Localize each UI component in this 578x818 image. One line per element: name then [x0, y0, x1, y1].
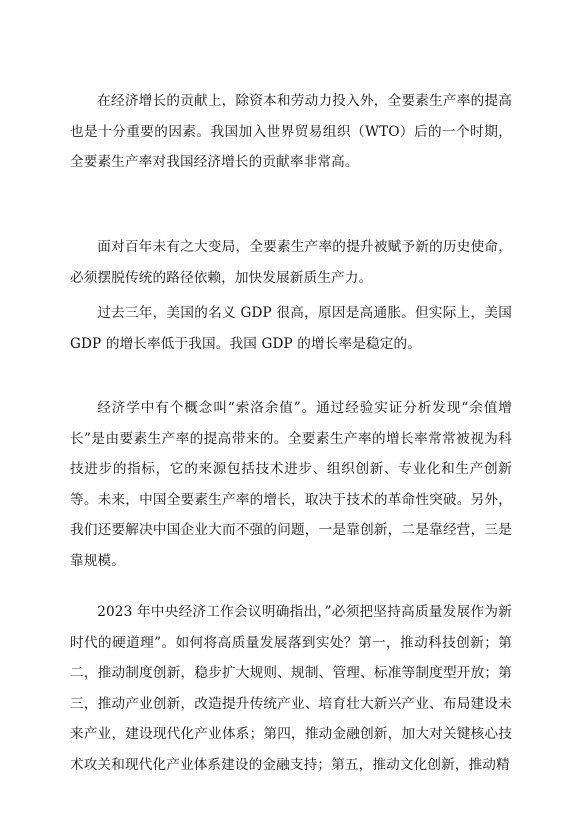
- paragraph-solow-residual: 经济学中有个概念叫“索洛余值”。通过经验实证分析发现“余值增长”是由要素生产率的提高带来的。全要素生产率的增长率常常被视为科技进步的指标，它的来源包括技术进步、组织创新、专业化和生产创新等。未来，中国全要素生产率的增长，取决于技术的革命性突破。另外，我们还要解决中国企业大而不强的问题，一是靠创新，二是靠经营，三是靠规模。: [70, 400, 512, 569]
- paragraph-historic-mission: 面对百年未有之大变局，全要素生产率的提升被赋予新的历史使命，必须摆脱传统的路径依赖，加快发展新质生产力。: [70, 239, 512, 286]
- paragraph-high-quality-development: 2023 年中央经济工作会议明确指出，”必须把坚持高质量发展作为新时代的硬道理”。如何将高质量发展落到实处？第一，推动科技创新；第二，推动制度创新，稳步扩大规则、规制、管理、标准等制度型开放；第三，推动产业创新，改造提升传统产业、培育壮大新兴产业、布局建设未来产业，建设现代化产业体系；第四，推动金融创新，加大对关键核心技术攻关和现代化产业体系建设的金融支持；第五，推动文化创新，推动精: [70, 604, 512, 773]
- paragraph-tfp-contribution: 在经济增长的贡献上，除资本和劳动力投入外，全要素生产率的提高也是十分重要的因素。我国加入世界贸易组织（WTO）后的一个时期，全要素生产率对我国经济增长的贡献率非常高。: [70, 93, 512, 170]
- paragraph-us-gdp: 过去三年，美国的名义 GDP 很高，原因是高通胀。但实际上，美国 GDP 的增长率低于我国。我国 GDP 的增长率是稳定的。: [70, 305, 512, 352]
